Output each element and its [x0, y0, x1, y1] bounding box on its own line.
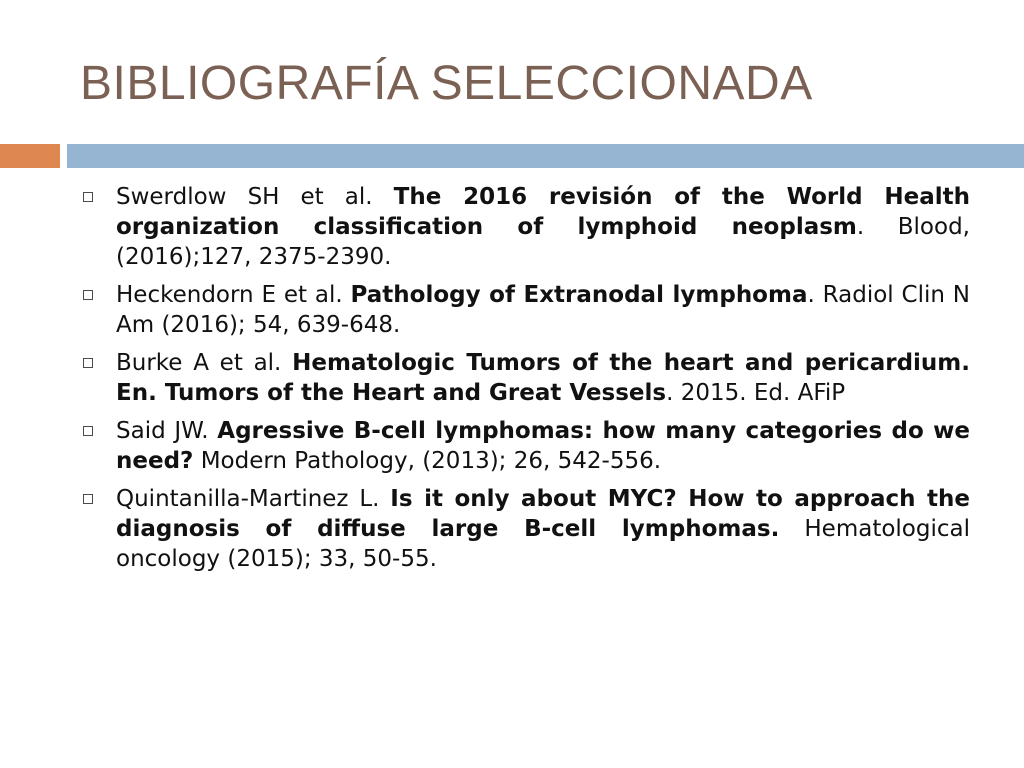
reference-title: Hematologic Tumors of the heart and pericardium. En. Tumors of the Heart and Great Vessels	[116, 350, 971, 406]
reference-title: Pathology of Extranodal lymphoma	[350, 282, 808, 308]
square-bullet-icon	[83, 192, 93, 202]
reference-authors: Said JW.	[116, 418, 218, 444]
reference-title: Is it only about MYC? How to approach the diagnosis of diffuse large B-cell lymphomas.	[116, 486, 970, 542]
reference-item	[80, 416, 970, 476]
reference-item	[80, 280, 970, 340]
reference-title: The 2016 revisión of the World Health organization classification of lymphoid neoplasm	[116, 184, 971, 240]
reference-item	[80, 348, 970, 408]
slide-title: BIBLIOGRAFÍA SELECCIONADA	[80, 57, 813, 110]
reference-item	[80, 182, 970, 272]
square-bullet-icon	[83, 426, 93, 436]
reference-source: Modern Pathology, (2013); 26, 542-556.	[193, 448, 662, 474]
square-bullet-icon	[83, 358, 93, 368]
reference-authors: Swerdlow SH et al.	[116, 184, 394, 210]
reference-source: . 2015. Ed. AFiP	[666, 380, 846, 406]
reference-item	[80, 484, 970, 574]
reference-source: . Radiol Clin N Am (2016); 54, 639-648.	[116, 282, 970, 338]
reference-source: . Blood, (2016);127, 2375-2390.	[116, 214, 970, 270]
reference-list	[80, 182, 970, 582]
reference-title: Agressive B-cell lymphomas: how many categories do we need?	[116, 418, 970, 474]
reference-authors: Heckendorn E et al.	[116, 282, 351, 308]
accent-bar-blue	[67, 144, 1024, 168]
square-bullet-icon	[83, 290, 93, 300]
accent-bar-orange	[0, 144, 60, 168]
reference-authors: Burke A et al.	[116, 350, 293, 376]
reference-source: Hematological oncology (2015); 33, 50-55.	[116, 516, 970, 572]
reference-authors: Quintanilla-Martinez L.	[116, 486, 391, 512]
square-bullet-icon	[83, 494, 93, 504]
